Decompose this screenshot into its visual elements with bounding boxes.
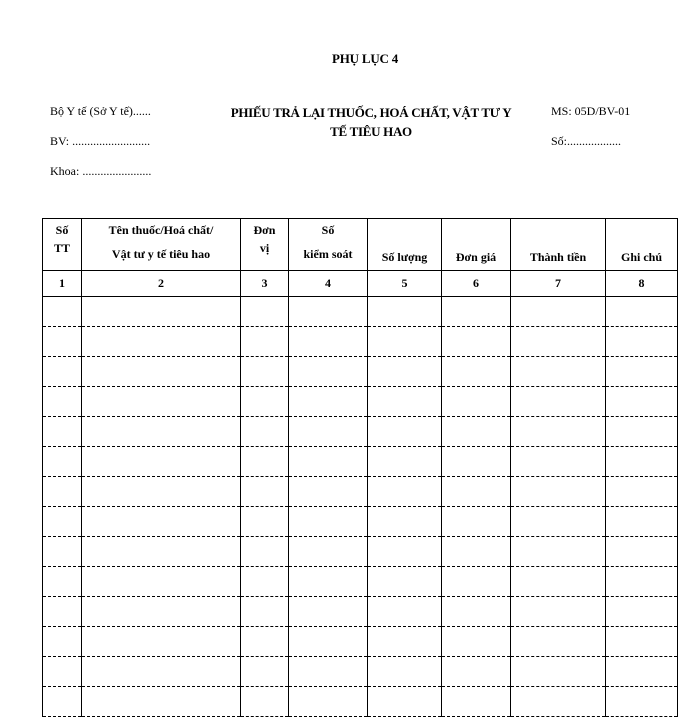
table-cell bbox=[511, 537, 606, 567]
table-cell bbox=[241, 537, 289, 567]
table-cell bbox=[368, 357, 442, 387]
table-cell bbox=[368, 327, 442, 357]
table-cell bbox=[82, 567, 241, 597]
table-cell bbox=[511, 567, 606, 597]
table-cell bbox=[368, 477, 442, 507]
table-cell bbox=[82, 537, 241, 567]
table-cell bbox=[241, 387, 289, 417]
column-header-control-number bbox=[289, 219, 368, 271]
table-row bbox=[43, 447, 678, 477]
form-title bbox=[205, 103, 537, 141]
table-header-row bbox=[43, 219, 678, 271]
table-cell bbox=[368, 417, 442, 447]
table-cell bbox=[606, 567, 678, 597]
table-cell bbox=[241, 477, 289, 507]
table-cell bbox=[368, 507, 442, 537]
table-cell bbox=[442, 447, 511, 477]
table-cell bbox=[82, 597, 241, 627]
table-cell bbox=[43, 447, 82, 477]
table-cell bbox=[241, 657, 289, 687]
table-cell bbox=[442, 417, 511, 447]
table-cell bbox=[368, 447, 442, 477]
table-cell bbox=[289, 687, 368, 717]
table-cell bbox=[241, 447, 289, 477]
table-cell bbox=[511, 387, 606, 417]
table-row bbox=[43, 357, 678, 387]
return-items-table bbox=[42, 218, 678, 717]
column-header-line: kiểm soát bbox=[303, 247, 353, 261]
column-header-quantity bbox=[368, 219, 442, 271]
table-cell bbox=[241, 357, 289, 387]
table-cell bbox=[511, 447, 606, 477]
ministry-field: Bộ Y tế (Sở Y tế)...... bbox=[50, 104, 151, 118]
column-number: 3 bbox=[241, 271, 289, 297]
table-cell bbox=[82, 657, 241, 687]
table-cell bbox=[368, 687, 442, 717]
table-row bbox=[43, 387, 678, 417]
column-header-notes bbox=[606, 219, 678, 271]
table-cell bbox=[82, 327, 241, 357]
appendix-title: PHỤ LỤC 4 bbox=[331, 51, 399, 66]
table-cell bbox=[606, 327, 678, 357]
table-row bbox=[43, 507, 678, 537]
table-cell bbox=[442, 507, 511, 537]
table-cell bbox=[289, 537, 368, 567]
table-row bbox=[43, 327, 678, 357]
table-cell bbox=[442, 477, 511, 507]
table-cell bbox=[82, 447, 241, 477]
table-cell bbox=[442, 327, 511, 357]
table-cell bbox=[511, 297, 606, 327]
table-cell bbox=[368, 387, 442, 417]
table-cell bbox=[368, 627, 442, 657]
table-cell bbox=[606, 627, 678, 657]
table-cell bbox=[511, 507, 606, 537]
hospital-field: BV: .......................... bbox=[50, 134, 151, 148]
table-cell bbox=[442, 627, 511, 657]
table-cell bbox=[606, 417, 678, 447]
column-header-line: Số lượng bbox=[381, 250, 428, 264]
table-cell bbox=[368, 657, 442, 687]
column-header-line: Ghi chú bbox=[620, 250, 662, 264]
table-cell bbox=[289, 447, 368, 477]
table-cell bbox=[82, 627, 241, 657]
table-cell bbox=[289, 507, 368, 537]
table-cell bbox=[368, 597, 442, 627]
table-cell bbox=[606, 297, 678, 327]
table-cell bbox=[511, 417, 606, 447]
table-row bbox=[43, 627, 678, 657]
table-cell bbox=[241, 507, 289, 537]
table-cell bbox=[606, 357, 678, 387]
table-cell bbox=[289, 297, 368, 327]
table-cell bbox=[511, 597, 606, 627]
table-cell bbox=[289, 417, 368, 447]
column-number-row bbox=[43, 271, 678, 297]
table-cell bbox=[511, 687, 606, 717]
table-cell bbox=[82, 507, 241, 537]
table-cell bbox=[511, 327, 606, 357]
column-header-line: Số bbox=[55, 223, 69, 237]
column-header-line: Tên thuốc/Hoá chất/ bbox=[108, 223, 214, 237]
column-number: 2 bbox=[82, 271, 241, 297]
table-cell bbox=[43, 627, 82, 657]
table-cell bbox=[289, 327, 368, 357]
column-number: 6 bbox=[442, 271, 511, 297]
table-row bbox=[43, 687, 678, 717]
table-cell bbox=[368, 537, 442, 567]
table-cell bbox=[606, 447, 678, 477]
column-header-line: Thành tiền bbox=[529, 250, 587, 264]
column-header-line: Đơn bbox=[253, 223, 276, 237]
table-cell bbox=[43, 567, 82, 597]
table-cell bbox=[289, 597, 368, 627]
table-cell bbox=[442, 687, 511, 717]
table-row bbox=[43, 417, 678, 447]
table-cell bbox=[241, 597, 289, 627]
table-cell bbox=[368, 297, 442, 327]
table-cell bbox=[606, 507, 678, 537]
table-cell bbox=[442, 657, 511, 687]
table-cell bbox=[442, 597, 511, 627]
table-cell bbox=[43, 507, 82, 537]
table-cell bbox=[241, 567, 289, 597]
column-number: 7 bbox=[511, 271, 606, 297]
table-cell bbox=[241, 297, 289, 327]
column-number: 1 bbox=[43, 271, 82, 297]
table-cell bbox=[241, 417, 289, 447]
table-cell bbox=[43, 297, 82, 327]
table-cell bbox=[82, 297, 241, 327]
table-cell bbox=[442, 537, 511, 567]
table-cell bbox=[511, 627, 606, 657]
column-header-line: Số bbox=[321, 223, 335, 237]
department-field: Khoa: ....................... bbox=[50, 164, 152, 178]
table-cell bbox=[368, 567, 442, 597]
column-header-stt bbox=[43, 219, 82, 271]
table-cell bbox=[511, 357, 606, 387]
column-header-item-name bbox=[82, 219, 241, 271]
table-cell bbox=[606, 687, 678, 717]
table-cell bbox=[82, 357, 241, 387]
column-number: 4 bbox=[289, 271, 368, 297]
table-cell bbox=[442, 357, 511, 387]
table-cell bbox=[289, 477, 368, 507]
table-row bbox=[43, 567, 678, 597]
table-cell bbox=[442, 567, 511, 597]
table-cell bbox=[82, 477, 241, 507]
column-number: 8 bbox=[606, 271, 678, 297]
table-cell bbox=[43, 417, 82, 447]
table-cell bbox=[43, 357, 82, 387]
table-row bbox=[43, 297, 678, 327]
table-cell bbox=[82, 417, 241, 447]
table-cell bbox=[241, 627, 289, 657]
table-row bbox=[43, 657, 678, 687]
table-cell bbox=[289, 357, 368, 387]
table-cell bbox=[511, 477, 606, 507]
table-row bbox=[43, 477, 678, 507]
column-header-line: Đơn giá bbox=[455, 250, 497, 264]
table-cell bbox=[82, 687, 241, 717]
table-cell bbox=[442, 387, 511, 417]
table-cell bbox=[289, 387, 368, 417]
table-cell bbox=[606, 387, 678, 417]
table-cell bbox=[289, 567, 368, 597]
form-title-line1: PHIẾU TRẢ LẠI THUỐC, HOÁ CHẤT, VẬT TƯ Y bbox=[230, 105, 512, 120]
table-cell bbox=[43, 657, 82, 687]
table-cell bbox=[43, 477, 82, 507]
column-header-line: TT bbox=[53, 241, 70, 255]
form-code: MS: 05D/BV-01 bbox=[551, 104, 631, 118]
table-cell bbox=[43, 387, 82, 417]
column-header-amount bbox=[511, 219, 606, 271]
table-cell bbox=[43, 327, 82, 357]
table-cell bbox=[606, 657, 678, 687]
table-cell bbox=[289, 657, 368, 687]
form-title-line2: TẾ TIÊU HAO bbox=[330, 124, 412, 139]
table-cell bbox=[43, 537, 82, 567]
column-header-unit bbox=[241, 219, 289, 271]
table-cell bbox=[606, 477, 678, 507]
table-cell bbox=[43, 597, 82, 627]
column-number: 5 bbox=[368, 271, 442, 297]
table-row bbox=[43, 597, 678, 627]
table-cell bbox=[606, 537, 678, 567]
column-header-unit-price bbox=[442, 219, 511, 271]
column-header-line: Vật tư y tế tiêu hao bbox=[111, 247, 211, 261]
table-cell bbox=[511, 657, 606, 687]
table-cell bbox=[241, 687, 289, 717]
table-cell bbox=[606, 597, 678, 627]
table-cell bbox=[43, 687, 82, 717]
table-cell bbox=[82, 387, 241, 417]
table-cell bbox=[442, 297, 511, 327]
form-number-field: Số:.................. bbox=[551, 134, 622, 148]
table-row bbox=[43, 537, 678, 567]
column-header-line: vị bbox=[259, 241, 270, 255]
table-cell bbox=[241, 327, 289, 357]
table-cell bbox=[289, 627, 368, 657]
